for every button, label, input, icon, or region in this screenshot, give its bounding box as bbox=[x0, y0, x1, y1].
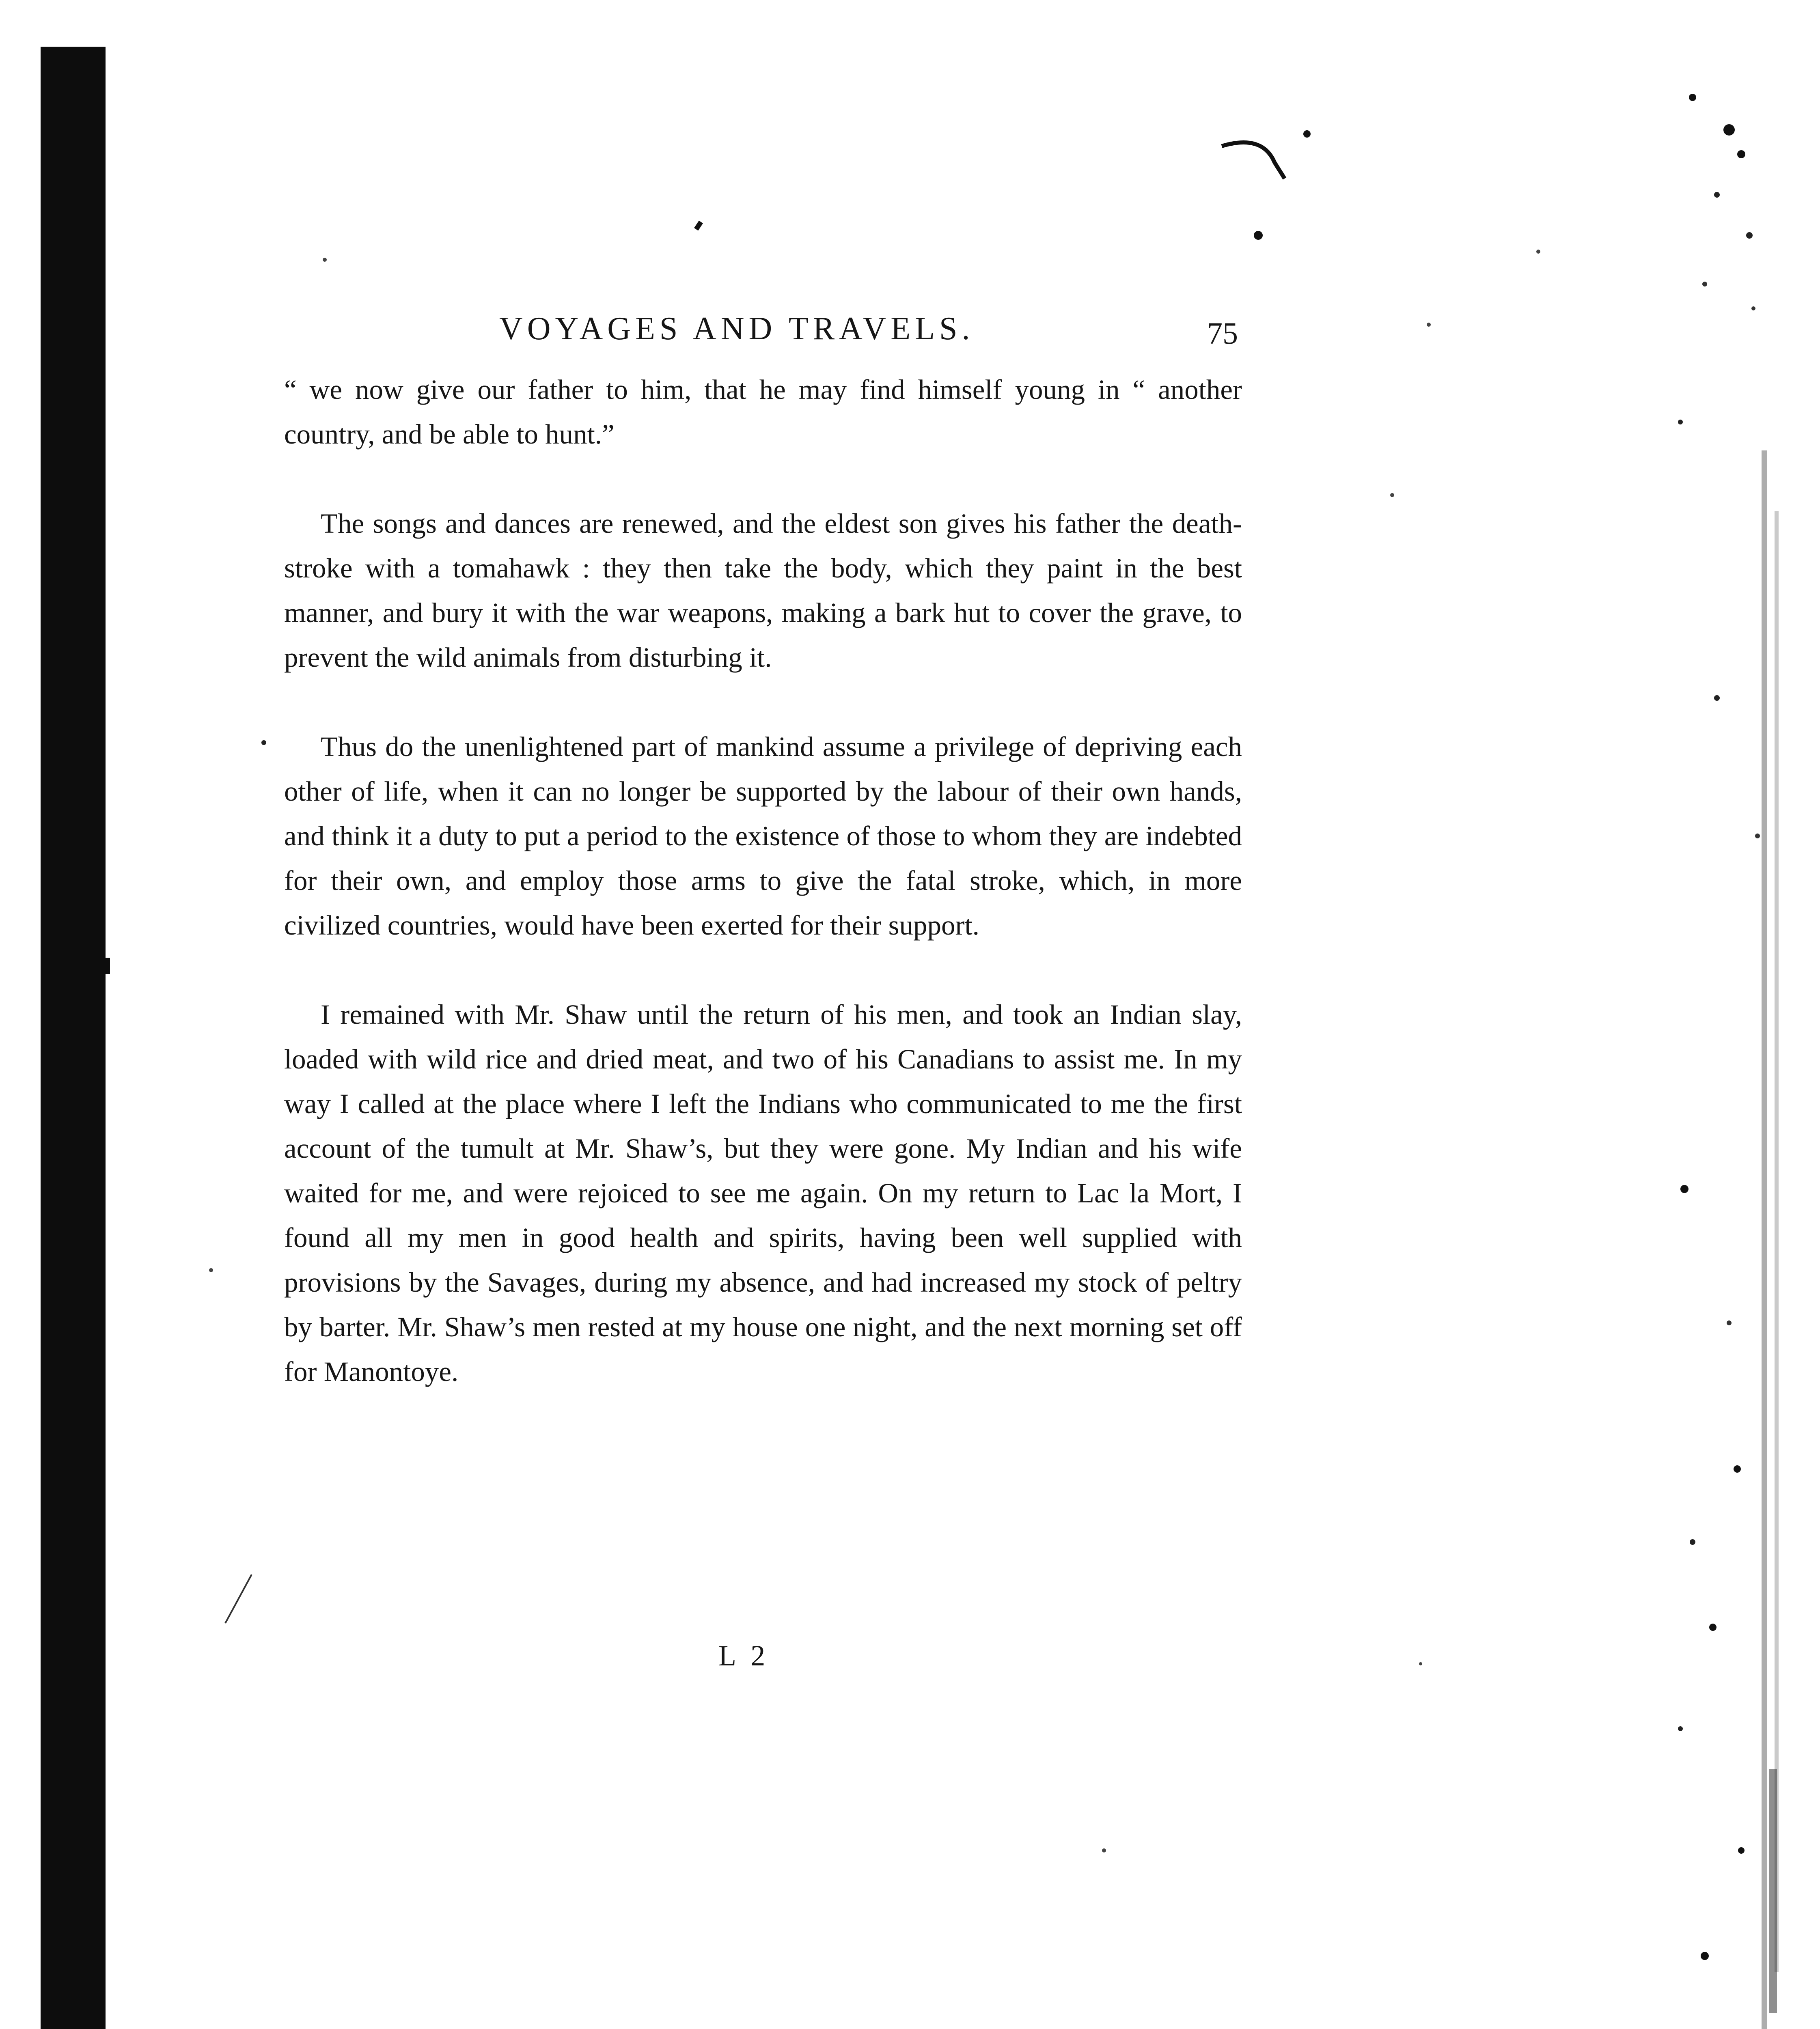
paragraph-2: The songs and dances are renewed, and the eldest son gives his father the death-stroke with a tomahawk : they then take the body, which they paint in the best manner, and bury it with the war weapons, making a bark hut to cover the grave, to prevent the wild animals from disturbing it. bbox=[284, 508, 1242, 673]
running-head: VOYAGES AND TRAVELS. bbox=[499, 311, 975, 347]
paragraph-4: I remained with Mr. Shaw until the return of his men, and took an Indian slay, loaded with wild rice and dried meat, and two of his Canadians to assist me. In my way I called at the place where I left the Indians who communicated to me the first account of the tumult at Mr. Shaw’s, but they were gone. My Indian and his wife waited for me, and were rejoiced to see me again. On my return to Lac la Mort, I found all my men in good health and spirits, having been well supplied with provisions by the Savages, during my absence, and had increased my stock of peltry by barter. Mr. Shaw’s men rested at my house one night, and the next morning set off for Manontoye. bbox=[284, 999, 1242, 1387]
body-text bbox=[284, 367, 1242, 1394]
page-header bbox=[284, 304, 1242, 353]
signature-mark: L 2 bbox=[718, 1639, 770, 1672]
paragraph-1: “ we now give our father to him, that he may find himself young in “ another country, and be able to hunt.” bbox=[284, 374, 1242, 450]
paragraph-3: Thus do the unenlightened part of mankind assume a privilege of depriving each other of life, when it can no longer be supported by the labour of their own hands, and think it a duty to put a period to the existence of those to whom they are indebted for their own, and employ those arms to give the fatal stroke, which, in more civilized countries, would have been exerted for their support. bbox=[284, 731, 1242, 941]
page-number: 75 bbox=[1207, 317, 1238, 351]
